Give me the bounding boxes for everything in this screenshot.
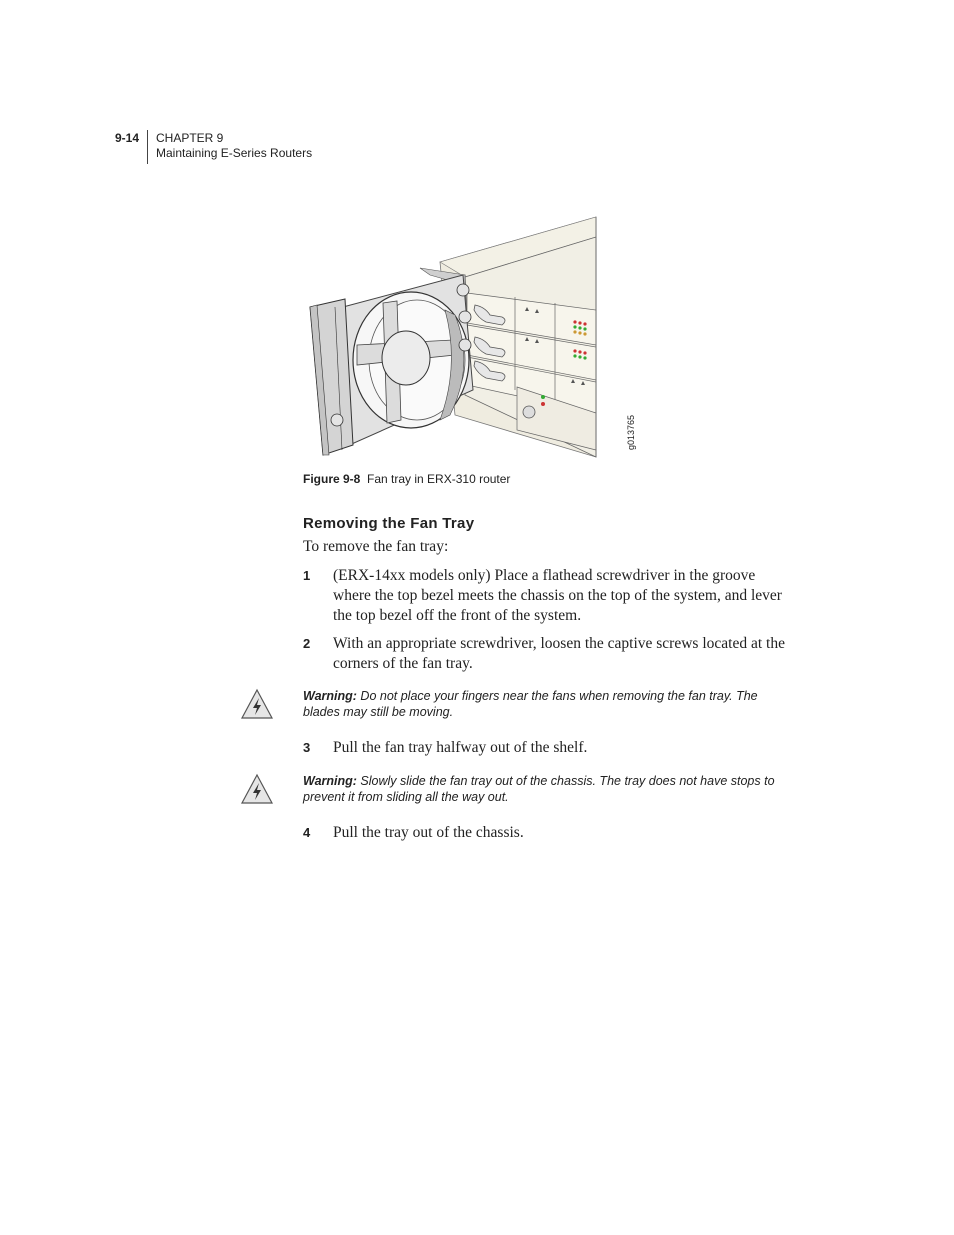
figure-caption-text: Fan tray in ERX-310 router <box>367 472 511 486</box>
step-item <box>303 823 793 843</box>
warning-text <box>303 688 791 720</box>
chapter-title: Maintaining E-Series Routers <box>156 146 313 160</box>
chapter-number: CHAPTER 9 <box>156 131 224 145</box>
step-number: 2 <box>303 636 311 651</box>
step-number: 4 <box>303 825 311 840</box>
step-number: 1 <box>303 568 311 583</box>
step-text: (ERX-14xx models only) Place a flathead screwdriver in the groove where the top bezel meets the chassis on the top of the system, and lever the top bezel off the front of the system. <box>333 567 782 624</box>
figure-id: g013765 <box>626 414 636 450</box>
lightning-warning-icon <box>240 773 274 805</box>
page-number: 9-14 <box>115 131 140 145</box>
section-heading: Removing the Fan Tray <box>303 515 475 532</box>
lightning-warning-icon <box>240 688 274 720</box>
chapter-heading <box>156 131 312 161</box>
step-item <box>303 738 793 758</box>
header-divider <box>147 130 148 164</box>
step-text: Pull the tray out of the chassis. <box>333 824 524 841</box>
figure-label: Figure 9-8 <box>303 472 361 486</box>
warning-body: Do not place your fingers near the fans when removing the fan tray. The blades may still be moving. <box>303 689 758 719</box>
step-item <box>303 566 793 626</box>
warning-body: Slowly slide the fan tray out of the chassis. The tray does not have stops to prevent it from sliding all the way out. <box>303 774 775 804</box>
fan-tray-illustration <box>305 215 650 465</box>
step-number: 3 <box>303 740 311 755</box>
step-item <box>303 634 793 674</box>
warning-label: Warning: <box>303 689 357 703</box>
step-text: With an appropriate screwdriver, loosen the captive screws located at the corners of the fan tray. <box>333 635 785 672</box>
step-text: Pull the fan tray halfway out of the shelf. <box>333 739 588 756</box>
figure-caption <box>303 472 510 486</box>
warning-text <box>303 773 791 805</box>
warning-label: Warning: <box>303 774 357 788</box>
intro-text: To remove the fan tray: <box>303 538 449 555</box>
